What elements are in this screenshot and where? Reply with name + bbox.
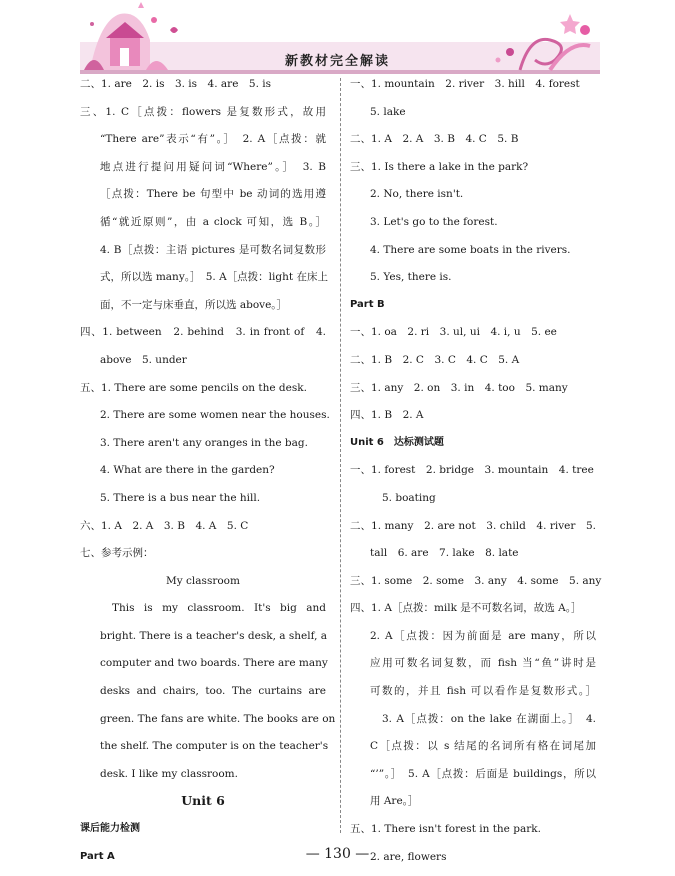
- answer-line: 4. What are there in the garden?: [100, 464, 275, 477]
- answer-line: 应用可数名词复数，而 fish 当“鱼”讲时是: [370, 657, 596, 670]
- answer-line: 二、1. are 2. is 3. is 4. are 5. is: [80, 78, 272, 90]
- essay-line: bright. There is a teacher's desk, a shelf, a: [100, 629, 328, 642]
- answer-line: 三、1. some 2. some 3. any 4. some 5. any: [350, 574, 602, 587]
- answer-line: 三、1. any 2. on 3. in 4. too 5. many: [350, 381, 568, 394]
- answer-line: 二、1. many 2. are not 3. child 4. river 5.: [350, 519, 596, 532]
- answer-line: 2. are, flowers: [370, 850, 447, 863]
- answer-line: tall 6. are 7. lake 8. late: [370, 547, 519, 560]
- answer-line: “’”。］ 5. A［点拨：后面是 buildings，所以: [370, 767, 596, 780]
- answer-line: 5. lake: [370, 105, 406, 118]
- answer-line: C［点拨：以 s 结尾的名词所有格在词尾加: [370, 740, 596, 753]
- answer-line: 5. Yes, there is.: [370, 271, 452, 284]
- answer-line: 3. There aren't any oranges in the bag.: [100, 436, 308, 449]
- answer-line: 六、1. A 2. A 3. B 4. A 5. C: [80, 519, 249, 532]
- essay-line: computer and two boards. There are many: [100, 657, 328, 670]
- part-heading: Part A: [80, 850, 115, 862]
- essay-line: green. The fans are white. The books are on: [100, 712, 336, 725]
- essay-line: desks and chairs, too. The curtains are: [100, 685, 326, 698]
- book-title: 新教材完全解读: [284, 54, 390, 69]
- page-number: — 130 —: [305, 846, 370, 862]
- banner-underline: [80, 70, 600, 74]
- answer-line: 三、1. Is there a lake in the park?: [350, 160, 529, 173]
- unit-heading: Unit 6: [181, 793, 225, 809]
- answer-line: 用 Are。］: [370, 795, 419, 808]
- answer-line: 3. Let's go to the forest.: [370, 215, 498, 228]
- answer-line: 五、1. There isn't forest in the park.: [350, 823, 541, 836]
- answer-line: 面，不一定与床垂直，所以选 above。］: [100, 298, 288, 311]
- essay-line: desk. I like my classroom.: [100, 767, 238, 780]
- essay-title: My classroom: [166, 574, 240, 587]
- answer-line: 一、1. forest 2. bridge 3. mountain 4. tree: [350, 464, 594, 477]
- essay-line: the shelf. The computer is on the teacher's: [100, 740, 329, 753]
- answer-line: 可数的，并且 fish 可以看作是复数形式。］: [370, 685, 596, 698]
- answer-line: 5. There is a bus near the hill.: [100, 491, 261, 504]
- answer-line: 三、1. C［点拨：flowers 是复数形式，故用: [80, 105, 326, 118]
- section-heading: Unit 6 达标测试题: [350, 436, 444, 448]
- column-divider: [340, 78, 341, 833]
- answer-line: “There are”表示“有”。］ 2. A［点拨：就: [100, 133, 326, 146]
- essay-line: This is my classroom. It's big and: [112, 602, 326, 615]
- answer-line: 地点进行提问用疑问词“Where”。］ 3. B: [100, 160, 326, 173]
- answer-line: ［点拨：There be 句型中 be 动词的选用遵: [100, 188, 326, 201]
- answer-line: 四、1. A［点拨：milk 是不可数名词，故选 A。］: [350, 602, 582, 615]
- right-column: [350, 76, 602, 876]
- answer-line: 4. There are some boats in the rivers.: [370, 243, 571, 256]
- answer-line: 二、1. A 2. A 3. B 4. C 5. B: [350, 133, 519, 146]
- answer-line: 四、1. between 2. behind 3. in front of 4.: [80, 326, 326, 339]
- answer-line: 式，所以选 many。］ 5. A［点拨：light 在床上: [100, 271, 328, 284]
- left-column: [80, 76, 336, 876]
- answer-line: 一、1. oa 2. ri 3. ul, ui 4. i, u 5. ee: [350, 326, 557, 339]
- answer-line: 一、1. mountain 2. river 3. hill 4. forest: [350, 78, 580, 90]
- answer-line: above 5. under: [100, 353, 187, 366]
- answer-line: 四、1. B 2. A: [350, 409, 424, 422]
- answer-line: 3. A［点拨：on the lake 在湖面上。］ 4.: [382, 712, 596, 725]
- answer-line: 循“就近原则”，由 a clock 可知，选 B。］: [100, 215, 326, 228]
- answer-line: 二、1. B 2. C 3. C 4. C 5. A: [350, 353, 520, 366]
- answer-line: 4. B［点拨：主语 pictures 是可数名词复数形: [100, 243, 326, 256]
- answer-line: 2. There are some women near the houses.: [100, 409, 330, 422]
- answer-line: 2. No, there isn't.: [370, 188, 464, 201]
- answer-line: 五、1. There are some pencils on the desk.: [80, 381, 307, 394]
- answer-line: 七、参考示例：: [80, 547, 154, 560]
- part-heading: Part B: [350, 298, 385, 310]
- section-heading: 课后能力检测: [80, 823, 140, 835]
- answer-line: 2. A［点拨：因为前面是 are many，所以: [370, 629, 596, 642]
- answer-line: 5. boating: [382, 491, 436, 504]
